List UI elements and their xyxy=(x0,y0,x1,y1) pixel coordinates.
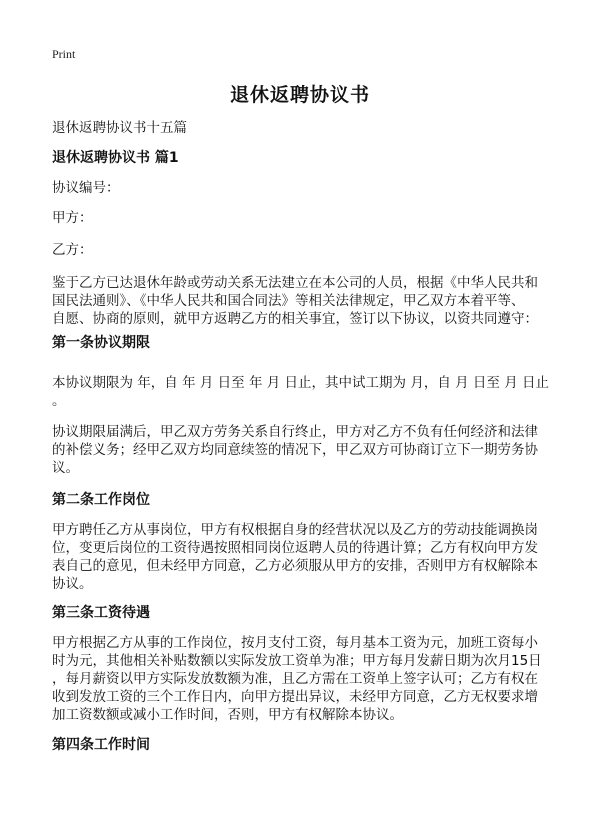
line: 表自己的意见，但未经甲方同意，乙方必须服从甲方的安排，否则甲方有权解除本 xyxy=(52,558,538,574)
line: 收到发放工资的三个工作日内，向甲方提出异议，未经甲方同意，乙方无权要求增 xyxy=(52,689,538,705)
line: 国民法通则》、《中华人民共和国合同法》等相关法律规定，甲乙双方本着平等、 xyxy=(52,293,525,309)
article-1-paragraph-2 xyxy=(52,423,572,477)
line: 自愿、协商的原则，就甲方返聘乙方的相关事宜，签订以下协议，以资共同遵守： xyxy=(52,311,538,327)
field-party-b: 乙方： xyxy=(52,242,93,258)
line: ，每月薪资以甲方实际发放数额为准，且乙方需在工资单上签字认可；乙方有权在 xyxy=(52,671,538,687)
line: 鉴于乙方已达退休年龄或劳动关系无法建立在本公司的人员，根据《中华人民共和 xyxy=(52,275,538,291)
document-title: 退休返聘协议书 xyxy=(229,84,370,106)
section-heading: 退休返聘协议书 篇1 xyxy=(52,150,179,166)
article-3-heading: 第三条工资待遇 xyxy=(52,605,150,621)
line: 时为元，其他相关补贴数额以实际发放工资单为准；甲方每月发薪日期为次月15日 xyxy=(52,653,542,669)
line: 位，变更后岗位的工资待遇按照相同岗位返聘人员的待遇计算；乙方有权向甲方发 xyxy=(52,540,538,556)
line: 协议期限届满后，甲乙双方劳务关系自行终止，甲方对乙方不负有任何经济和法律 xyxy=(52,424,538,440)
article-4-heading: 第四条工作时间 xyxy=(52,737,150,753)
line: 协议。 xyxy=(52,576,93,592)
line: 甲方聘任乙方从事岗位，甲方有权根据自身的经营状况以及乙方的劳动技能调换岗 xyxy=(52,522,538,538)
field-party-a: 甲方： xyxy=(52,210,93,226)
article-1-heading: 第一条协议期限 xyxy=(52,335,150,351)
subtitle: 退休返聘协议书十五篇 xyxy=(52,120,187,136)
line: 议。 xyxy=(52,460,79,476)
article-3-paragraph xyxy=(52,634,572,724)
line: 。 xyxy=(52,393,66,409)
article-2-heading: 第二条工作岗位 xyxy=(52,492,150,508)
line: 的补偿义务；经甲乙双方均同意续签的情况下，甲乙双方可协商订立下一期劳务协 xyxy=(52,442,538,458)
print-link[interactable]: Print xyxy=(52,47,76,61)
article-1-paragraph-1 xyxy=(52,374,572,410)
line: 本协议期限为 年，自 年 月 日至 年 月 日止，其中试工期为 月，自 月 日至 月 日止 xyxy=(52,375,549,391)
article-2-paragraph xyxy=(52,521,572,593)
line: 加工资数额或减小工作时间，否则，甲方有权解除本协议。 xyxy=(52,707,403,723)
line: 甲方根据乙方从事的工作岗位，按月支付工资，每月基本工资为元，加班工资每小 xyxy=(52,635,538,651)
intro-paragraph xyxy=(52,274,572,328)
field-number: 协议编号： xyxy=(52,180,120,196)
